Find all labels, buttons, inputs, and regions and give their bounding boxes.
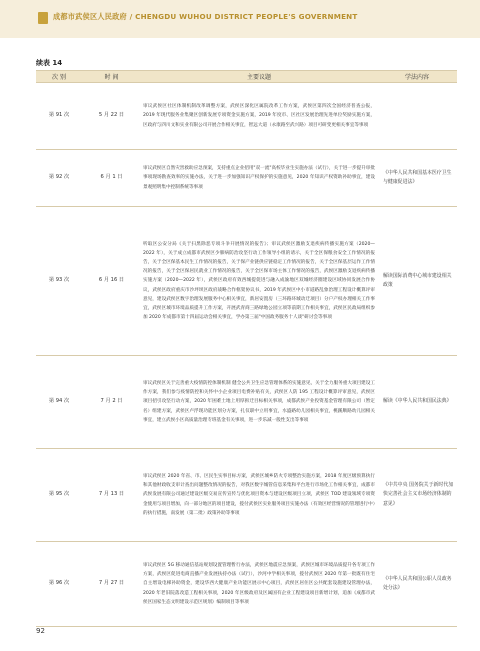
table-row [36,449,457,542]
table-row [36,83,457,150]
session-cell: 第 95 次 [36,449,82,542]
column-header-session: 次 别 [36,71,82,83]
government-logo-icon [38,12,48,24]
topics-cell: 审议武侯区社区体制机制改革调整方案，武侯区深化区属院改革工作方案，武侯区第四次全国经济普查公报，2019 年现代服务业集聚区创新发展专项资金实施方案，2019 年度市、区社区发展治理先进单位奖励实施方案，区政府与四川文和实业有限公司开展合作相关事宜，智远大道（永康路至武兴路）项目可研变更相关事宜等事项 [141,83,377,150]
column-header-topics: 主要议题 [141,71,377,83]
session-cell: 第 92 次 [36,150,82,207]
date-cell: 7 月 13 日 [82,449,141,542]
date-cell: 6 月 16 日 [82,207,141,356]
table-row [36,356,457,449]
topics-cell: 审议武侯区 5G 移动通信基站规划设置管理暂行办法，武侯区地震应急预案，武侯区城市环境品质提升各专项工作方案，武侯区促进电商直播产业发展扶持办法（试行），沙河中学相关事项，拨付武侯区 2020 年第一批既有住宅自主增设电梯补助资金，建设华西大健康产业功能区展示中心项目，武侯区居住区公共配套设施建设管理办法，2020 年老旧院落改造工程相关事项，2020 年区级政府及区属国有企业工程建设项目新增计划，追加《成都市武侯区国家生态文明建设示范区规划》编制项目等事项 [141,542,377,627]
column-header-study: 学法内容 [377,71,457,83]
column-header-date: 时 间 [82,71,141,83]
study-cell [377,83,457,150]
table-header-row [36,71,457,83]
topics-cell: 听取区公安分局《关于扫黑除恶专项斗争开展情况的报告》；审议武侯区激励支退疾病传播实施方案（2020—2022 年），关于成立成都市武侯区少肺病防治攻坚行动工作领导小组的请示，关于全区保粮食安全工作情况的报告，关于全区保基本民生工作情况的报告，关于保产业链供应链稳定工作情况的报告，关于全区保基层运作工作情况的报告，关于全区保居民就业工作情况的报告，关于全区保市场主体工作情况的报告，武侯区激励支退疾病传播实施方案（2020—2022 年），武侯区政府有效西城提促进与融入成渝地区双城经济圈建设区域协同发展合作协议，武侯区政府重庆市沙坪坝区政府战略合作框架协议书，2019 年武侯区中小市道路乱象治理工程设计概算评审意见，建设武侯区数字治理发展服务中心相关事宜，新居安置房（三环路环城动迁项目）分户产权办理相关工作事宜，武侯区城市环境品质提升工作方案，开展武青商三路绿地公园立项等前期工作相关事宜，武侯区民政局组织参加 2020 年成都市第十四届运动会相关事宜，学办第三届"中国政务服务十人谈"研讨会等事项 [141,207,377,356]
date-cell: 7 月 2 日 [82,356,141,449]
table-row [36,207,457,356]
page-header-title: 成都市武侯区人民政府 / CHENGDU WUHOU DISTRICT PEOPLE'S GOVERNMENT [53,12,358,21]
date-cell: 7 月 27 日 [82,542,141,627]
date-cell: 5 月 22 日 [82,83,141,150]
session-cell: 第 94 次 [36,356,82,449]
executive-meeting-table [36,70,457,627]
topics-cell: 审议武侯区关于完善重大疫情防控体制机制 健全公共卫生应急管理体系的实施意见，关于全力服务重大项目建设工作方案，我们参与疫情防控和关怀中小企业项目电费补贴有关，武侯区人防 195 工程设计概算评审意见，武侯区项目招引攻坚行动方案，2020 年困难土地上用厚拆迁目标相关事项，成都武侯产业投资基金管理有限公司（暂定名）组建方案，武侯区卢浮现功能区划分方案，扎仅职中立用事宜，水盛路幼儿园相关事宜，桃蹊顺路幼儿园相关事宜，建立武侯小区高质量治理专班基金有关事项，进一步乐减一般性支出等事项 [141,356,377,449]
date-cell: 6 月 1 日 [82,150,141,207]
table-row [36,542,457,627]
table-continued-label: 续表 14 [36,59,63,67]
page-number: 92 [36,627,45,635]
page-header-band [0,0,480,38]
study-cell: 解读《中华人民共和国民法典》 [377,356,457,449]
session-cell: 第 96 次 [36,542,82,627]
study-cell: 解读国际消费中心城市建设相关政策 [377,207,457,356]
study-cell: 《中共中央 国务院关于新时代加快完善社会主义市场经济体制的意见》 [377,449,457,542]
topics-cell: 审议武侯区 2020 年省、市、区民生实事目标方案，武侯区城乡防火专项整治实施方案，2018 年度区级预算执行和其他财政收支审计查出问题整改情况的报告，对我区数字城管信息采集和平台进行市场化工作相关事宜，成都市武侯发展有限公司通过建设区级交易宣传宣传与优化项目资本与建设区级项目立项，武侯区 TOD 建设领域专项资金使用与项目增加，向一部分地区的项目建设，拨付武侯区实业服务项目实施办法（有效区经营情况的管理进行中）的执行措施，南发展（第二批）政策补助等事项 [141,449,377,542]
session-cell: 第 91 次 [36,83,82,150]
topics-cell: 审议武侯区自然灾害救助应急预案，支持重点企业招用"双一流"高校毕业生实施办法（试行），关于进一步提升审批事项现场勘查效率的实施办法，关于进一步加强知识产权保护的实施意见，2020 年知识产权资助补助事宜，建设景观照明集中控制系统等事项 [141,150,377,207]
study-cell: 《中华人民共和国公职人员政务处分法》 [377,542,457,627]
table-row [36,150,457,207]
study-cell: 《中华人民共和国基本医疗卫生与健康促进法》 [377,150,457,207]
session-cell: 第 93 次 [36,207,82,356]
